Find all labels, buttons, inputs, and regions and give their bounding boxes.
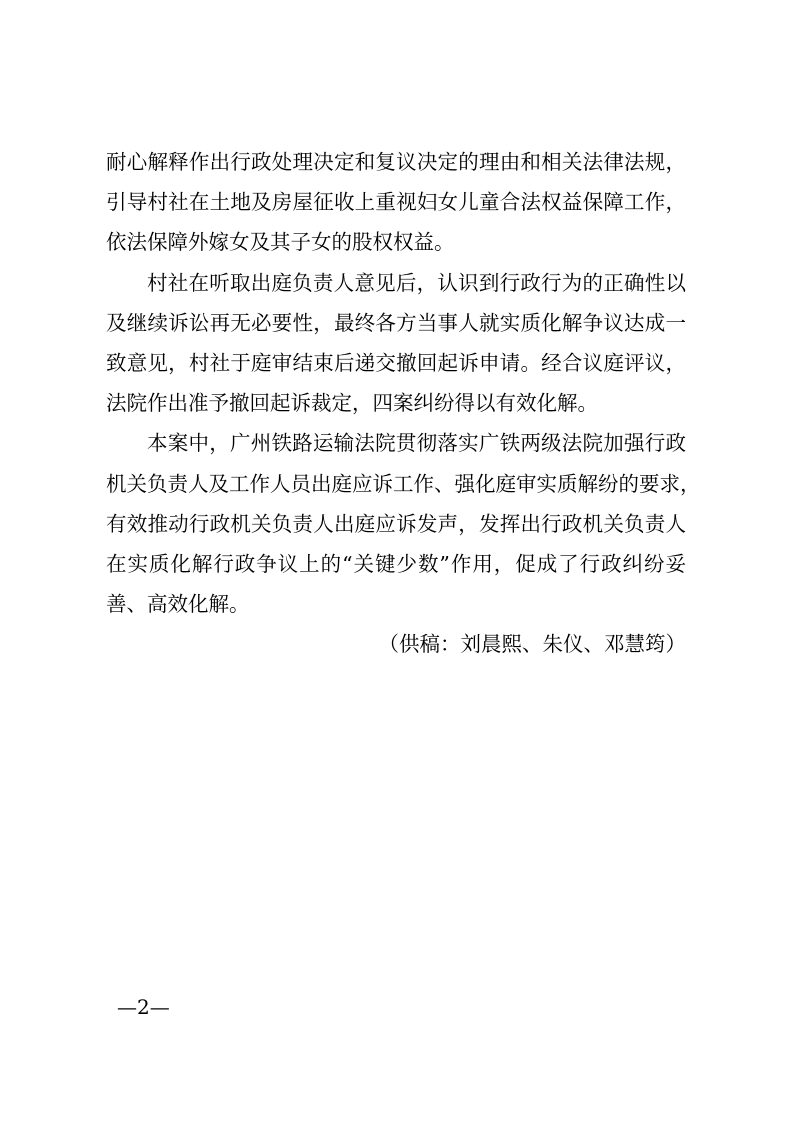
paragraph-2-line-4: 法院作出准予撤回起诉裁定，四案纠纷得以有效化解。 [106,391,598,415]
paragraph-2-line-2: 及继续诉讼再无必要性，最终各方当事人就实质化解争议达成一 [106,311,686,335]
page-number: —2— [117,995,170,1019]
paragraph-3-line-3: 有效推动行政机关负责人出庭应诉发声，发挥出行政机关负责人 [106,512,686,536]
paragraph-3-line-5: 善、高效化解。 [106,592,250,616]
paragraph-1-line-2: 引导村社在土地及房屋征收上重视妇女儿童合法权益保障工作， [106,190,686,214]
paragraph-1-line-3: 依法保障外嫁女及其子女的股权权益。 [106,230,455,254]
contributors-credit: （供稿：刘晨熙、朱仪、邓慧筠） [378,632,686,656]
paragraph-3-line-1: 本案中，广州铁路运输法院贯彻落实广铁两级法院加强行政 [147,431,686,455]
paragraph-2-line-3: 致意见，村社于庭审结束后递交撤回起诉申请。经合议庭评议， [106,351,686,375]
paragraph-2-line-1: 村社在听取出庭负责人意见后，认识到行政行为的正确性以 [147,271,686,295]
paragraph-1-line-1: 耐心解释作出行政处理决定和复议决定的理由和相关法律法规， [106,150,686,174]
paragraph-3-line-2: 机关负责人及工作人员出庭应诉工作、强化庭审实质解纷的要求， [106,472,701,496]
paragraph-3-line-4: 在实质化解行政争议上的“关键少数”作用，促成了行政纠纷妥 [106,552,686,576]
